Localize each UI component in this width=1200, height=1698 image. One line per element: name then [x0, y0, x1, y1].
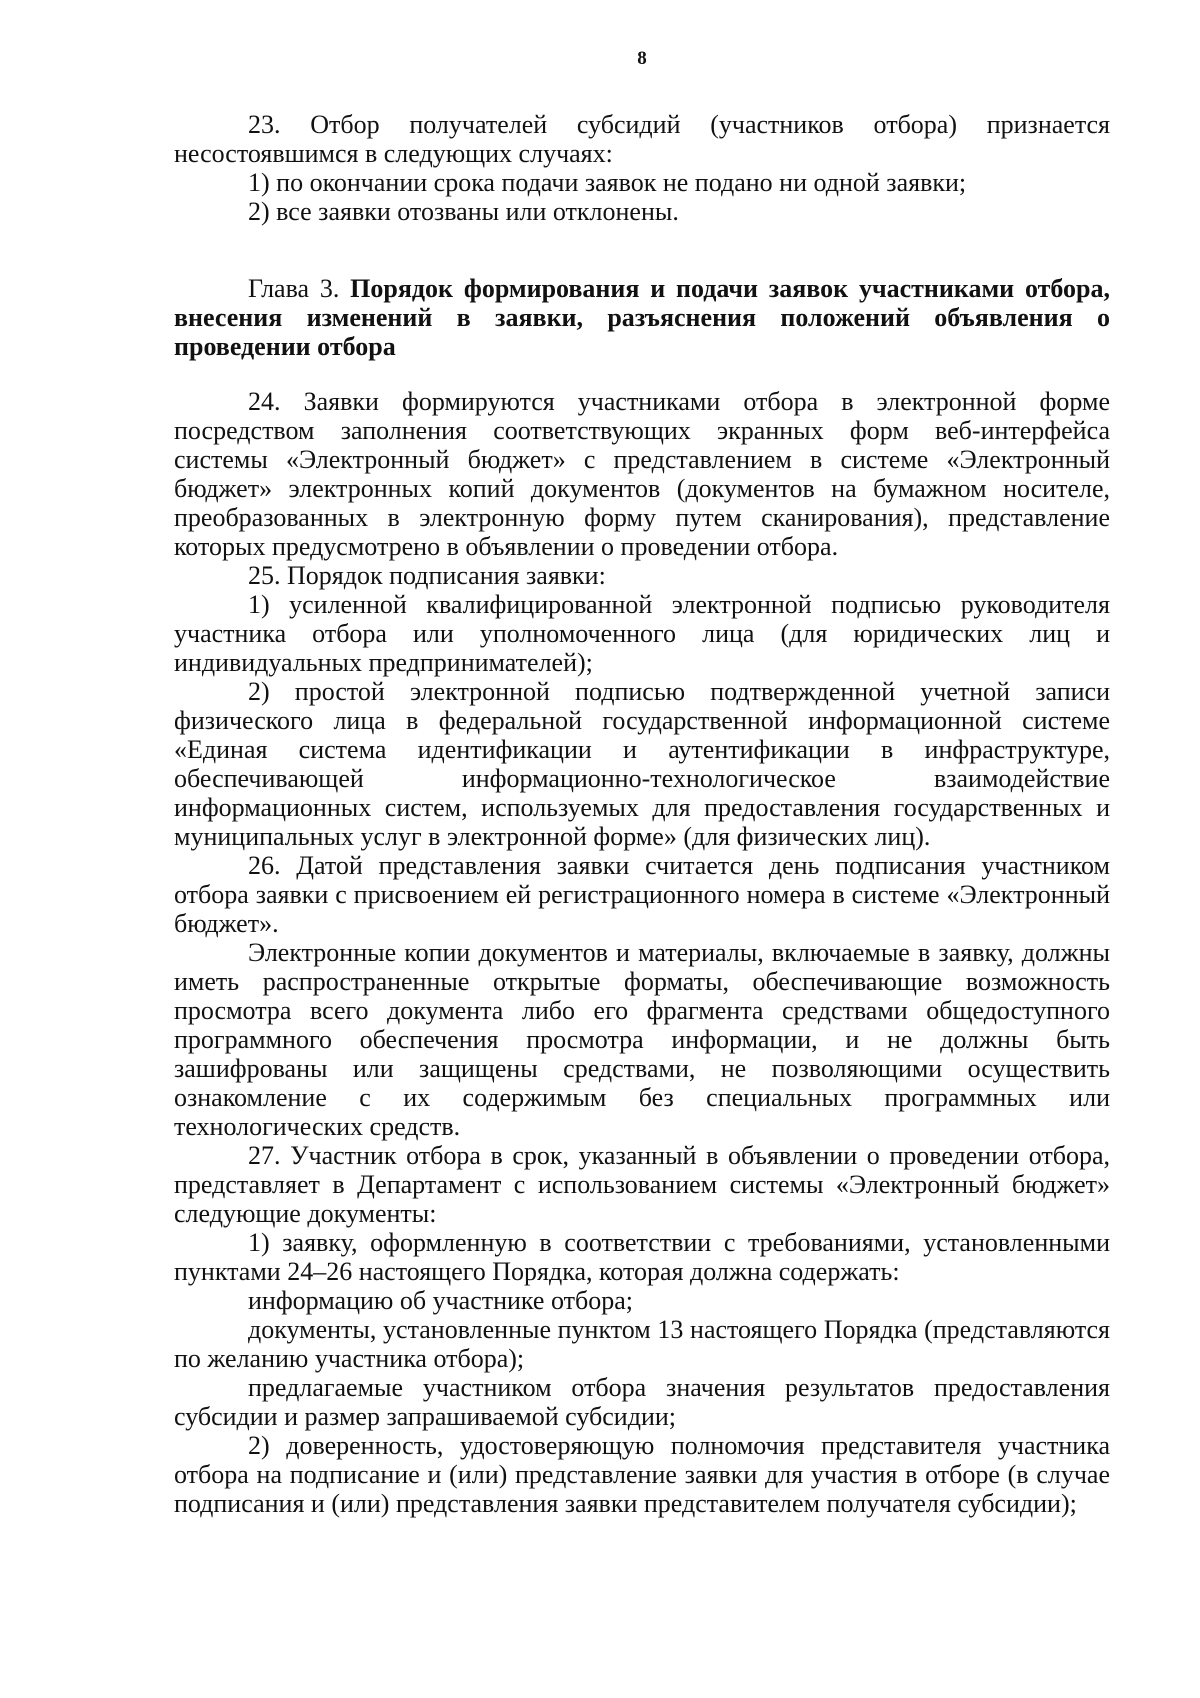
chapter-heading [174, 274, 1110, 361]
chapter-title: Порядок формирования и подачи заявок участниками отбора, внесения изменений в заявки, разъяснения положений объявления о проведении отбора [174, 274, 1110, 361]
paragraph-27-item-1-info: информацию об участнике отбора; [248, 1286, 633, 1315]
paragraph-25-item-2: 2) простой электронной подписью подтвержденной учетной записи физического лица в федеральной государственной информационной системе «Единая система идентификации и аутентификации в инфраструктуре, обеспечивающей информационно-технологическое взаимодействие информационных систем, используемых для предоставления государственных и муниципальных услуг в электронной форме» (для физических лиц). [174, 677, 1110, 851]
paragraph-27-item-1-results: предлагаемые участником отбора значения результатов предоставления субсидии и размер запрашиваемой субсидии; [174, 1373, 1110, 1431]
paragraph-23: 23. Отбор получателей субсидий (участников отбора) признается несостоявшимся в следующих случаях: [174, 110, 1110, 168]
paragraph-27: 27. Участник отбора в срок, указанный в объявлении о проведении отбора, представляет в Департамент с использованием системы «Электронный бюджет» следующие документы: [174, 1141, 1110, 1228]
paragraph-26: 26. Датой представления заявки считается день подписания участником отбора заявки с присвоением ей регистрационного номера в системе «Электронный бюджет». [174, 851, 1110, 938]
page-number: 8 [637, 48, 647, 69]
paragraph-27-item-1: 1) заявку, оформленную в соответствии с требованиями, установленными пунктами 24–26 настоящего Порядка, которая должна содержать: [174, 1228, 1110, 1286]
paragraph-25-item-1: 1) усиленной квалифицированной электронной подписью руководителя участника отбора или уполномоченного лица (для юридических лиц и индивидуальных предпринимателей); [174, 590, 1110, 677]
paragraph-23-item-2: 2) все заявки отозваны или отклонены. [248, 197, 679, 226]
paragraph-24: 24. Заявки формируются участниками отбора в электронной форме посредством заполнения соответствующих экранных форм веб-интерфейса системы «Электронный бюджет» с представлением в системе «Электронный бюджет» электронных копий документов (документов на бумажном носителе, преобразованных в электронную форму путем сканирования), представление которых предусмотрено в объявлении о проведении отбора. [174, 387, 1110, 561]
paragraph-27-item-2: 2) доверенность, удостоверяющую полномочия представителя участника отбора на подписание и (или) представление заявки для участия в отборе (в случае подписания и (или) представления заявки представителем получателя субсидии); [174, 1431, 1110, 1518]
paragraph-27-item-1-docs: документы, установленные пунктом 13 настоящего Порядка (представляются по желанию участника отбора); [174, 1315, 1110, 1373]
chapter-label: Глава 3. [248, 274, 340, 303]
paragraph-26-copies: Электронные копии документов и материалы, включаемые в заявку, должны иметь распространенные открытые форматы, обеспечивающие возможность просмотра всего документа либо его фрагмента средствами общедоступного программного обеспечения просмотра информации, и не должны быть зашифрованы или защищены средствами, не позволяющими осуществить ознакомление с их содержимым без специальных программных или технологических средств. [174, 938, 1110, 1141]
paragraph-25: 25. Порядок подписания заявки: [248, 561, 606, 590]
paragraph-23-item-1: 1) по окончании срока подачи заявок не подано ни одной заявки; [248, 168, 967, 197]
